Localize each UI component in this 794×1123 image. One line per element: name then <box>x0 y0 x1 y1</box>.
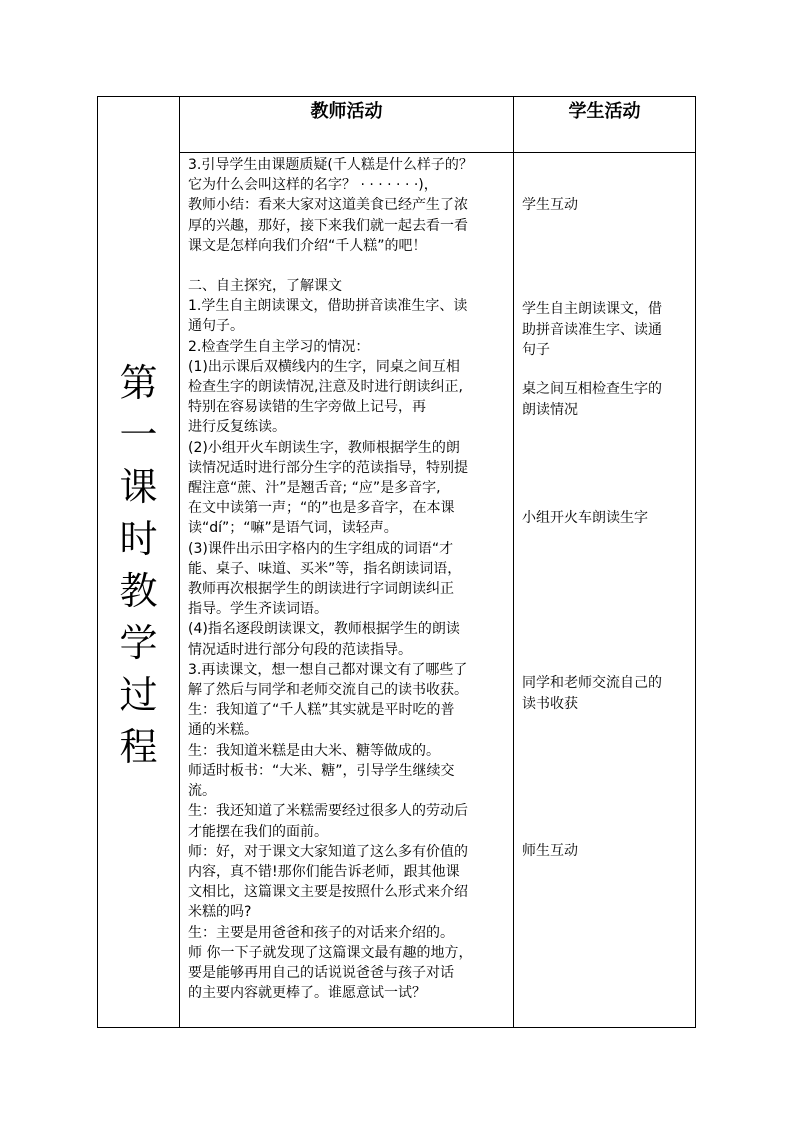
teacher-activity-line: 3.引导学生由课题质疑(千人糕是什么样子的？ <box>188 157 473 173</box>
teacher-activity-line: 的主要内容就更棒了。谁愿意试一试？ <box>188 985 426 1002</box>
teacher-activity-line: (3)课件出示田字格内的生字组成的词语“才 <box>188 540 454 557</box>
student-activity-block <box>522 299 689 361</box>
student-activity-line: 句子 <box>522 342 550 358</box>
student-activity-block <box>522 508 689 529</box>
teacher-activity-line: 它为什么会叫这样的名字？ · · · · · · ·)， <box>188 177 438 194</box>
activity-content-row <box>98 153 696 1028</box>
table-header-row <box>98 97 696 153</box>
teacher-activity-line: 1.学生自主朗读课文，借助拼音读准生字、读 <box>188 298 468 315</box>
student-activity-line: 桌之间互相检查生字的 <box>522 381 662 397</box>
teacher-activity-line: 醒注意“蔗、汁”是翘舌音; “应”是多音字, <box>188 480 441 497</box>
teacher-activity-header: 教师活动 <box>180 97 514 153</box>
teacher-activity-line: 教师再次根据学生的朗读进行字词朗读纠正 <box>188 581 454 598</box>
teacher-activity-line: 生：我知道米糕是由大米、糖等做成的。 <box>188 742 440 759</box>
teacher-activity-line: 生：主要是用爸爸和孩子的对话来介绍的。 <box>188 924 454 941</box>
teacher-activity-line: (1)出示课后双横线内的生字，同桌之间互相 <box>188 358 460 375</box>
student-activity-line: 朗读情况 <box>522 401 578 418</box>
period-label-char: 教 <box>119 569 158 613</box>
teacher-activity-line: 才能摆在我们的面前。 <box>188 823 328 840</box>
teacher-activity-line: (4)指名逐段朗读课文，教师根据学生的朗读 <box>188 621 460 638</box>
student-activity-line: 助拼音读准生字、读通 <box>522 321 662 338</box>
teacher-activity-line: 通句子。 <box>188 318 244 335</box>
student-activity-line: 读书收获 <box>522 695 578 712</box>
teacher-activity-line: 2.检查学生自主学习的情况： <box>188 338 370 355</box>
teacher-activity-line: 能、桌子、味道、买米”等，指名朗读词语， <box>188 560 462 577</box>
teacher-activity-line: 读“dí”；“嘛”是语气词，读轻声。 <box>188 520 398 537</box>
teacher-activity-line: 师 你一下子就发现了这篇课文最有趣的地方， <box>188 944 473 961</box>
teacher-activity-cell <box>180 153 514 1028</box>
teacher-activity-line: (2)小组开火车朗读生字，教师根据学生的朗 <box>188 439 460 456</box>
teacher-activity-line: 师：好，对于课文大家知道了这么多有价值的 <box>188 843 468 860</box>
teacher-activity-line: 内容，真不错!那你们能告诉老师，跟其他课 <box>188 863 460 880</box>
student-activity-line: 同学和老师交流自己的 <box>522 675 662 691</box>
period-label-char: 程 <box>119 725 158 769</box>
student-activity-cell <box>514 153 696 1028</box>
period-label-char: 一 <box>119 413 158 457</box>
teacher-activity-line: 检查生字的朗读情况,注意及时进行朗读纠正, <box>188 379 463 396</box>
teacher-activity-line: 文相比，这篇课文主要是按照什么形式来介绍 <box>188 884 468 901</box>
teacher-activity-line: 3.再读课文，想一想自己都对课文有了哪些了 <box>188 661 468 678</box>
period-label-char: 课 <box>119 465 158 509</box>
teacher-activity-line: 师适时板书：“大米、糖”，引导学生继续交 <box>188 762 455 779</box>
teacher-activity-line: 特别在容易读错的生字旁做上记号，再 <box>188 399 426 416</box>
student-activity-line: 学生自主朗读课文，借 <box>522 301 662 317</box>
teacher-activity-line <box>188 256 507 276</box>
teacher-activity-line: 指导。学生齐读词语。 <box>188 601 328 618</box>
student-activity-line: 师生互动 <box>522 843 578 859</box>
student-activity-line: 学生互动 <box>522 197 578 213</box>
teacher-activity-line: 二、自主探究，了解课文 <box>188 278 342 295</box>
lesson-plan-table <box>97 96 696 1028</box>
student-activity-line: 小组开火车朗读生字 <box>522 510 648 526</box>
student-activity-block <box>522 673 689 714</box>
teacher-activity-line: 课文是怎样向我们介绍“千人糕”的吧！ <box>188 237 427 254</box>
period-label-char: 学 <box>119 621 158 665</box>
teacher-activity-line: 要是能够再用自己的话说说爸爸与孩子对话 <box>188 964 454 981</box>
period-label-char: 过 <box>119 673 158 717</box>
teacher-activity-line: 生：我还知道了米糕需要经过很多人的劳动后 <box>188 803 468 820</box>
student-activity-block <box>522 379 689 420</box>
teacher-activity-line: 解了然后与同学和老师交流自己的读书收获。 <box>188 682 468 699</box>
teacher-activity-line: 读情况适时进行部分生字的范读指导，特别提 <box>188 459 468 476</box>
teacher-activity-line: 通的米糕。 <box>188 722 258 739</box>
teacher-activity-line: 米糕的吗? <box>188 904 252 921</box>
period-label-char: 时 <box>119 517 158 561</box>
teacher-activity-line: 教师小结：看来大家对这道美食已经产生了浓 <box>188 197 468 214</box>
student-activity-block <box>522 841 689 862</box>
teacher-activity-line: 进行反复练读。 <box>188 419 286 436</box>
teacher-activity-line: 情况适时进行部分句段的范读指导。 <box>188 641 412 658</box>
teacher-activity-line: 生：我知道了“千人糕”其实就是平时吃的普 <box>188 702 455 719</box>
period-label-cell <box>98 97 180 1028</box>
period-label <box>98 354 179 770</box>
student-activity-header: 学生活动 <box>514 97 696 153</box>
student-activity-block <box>522 195 689 216</box>
teacher-activity-line: 厚的兴趣，那好，接下来我们就一起去看一看 <box>188 217 468 234</box>
teacher-activity-line: 在文中读第一声；“的”也是多音字，在本课 <box>188 500 455 517</box>
period-label-char: 第 <box>119 361 158 405</box>
teacher-activity-line: 流。 <box>188 783 216 800</box>
